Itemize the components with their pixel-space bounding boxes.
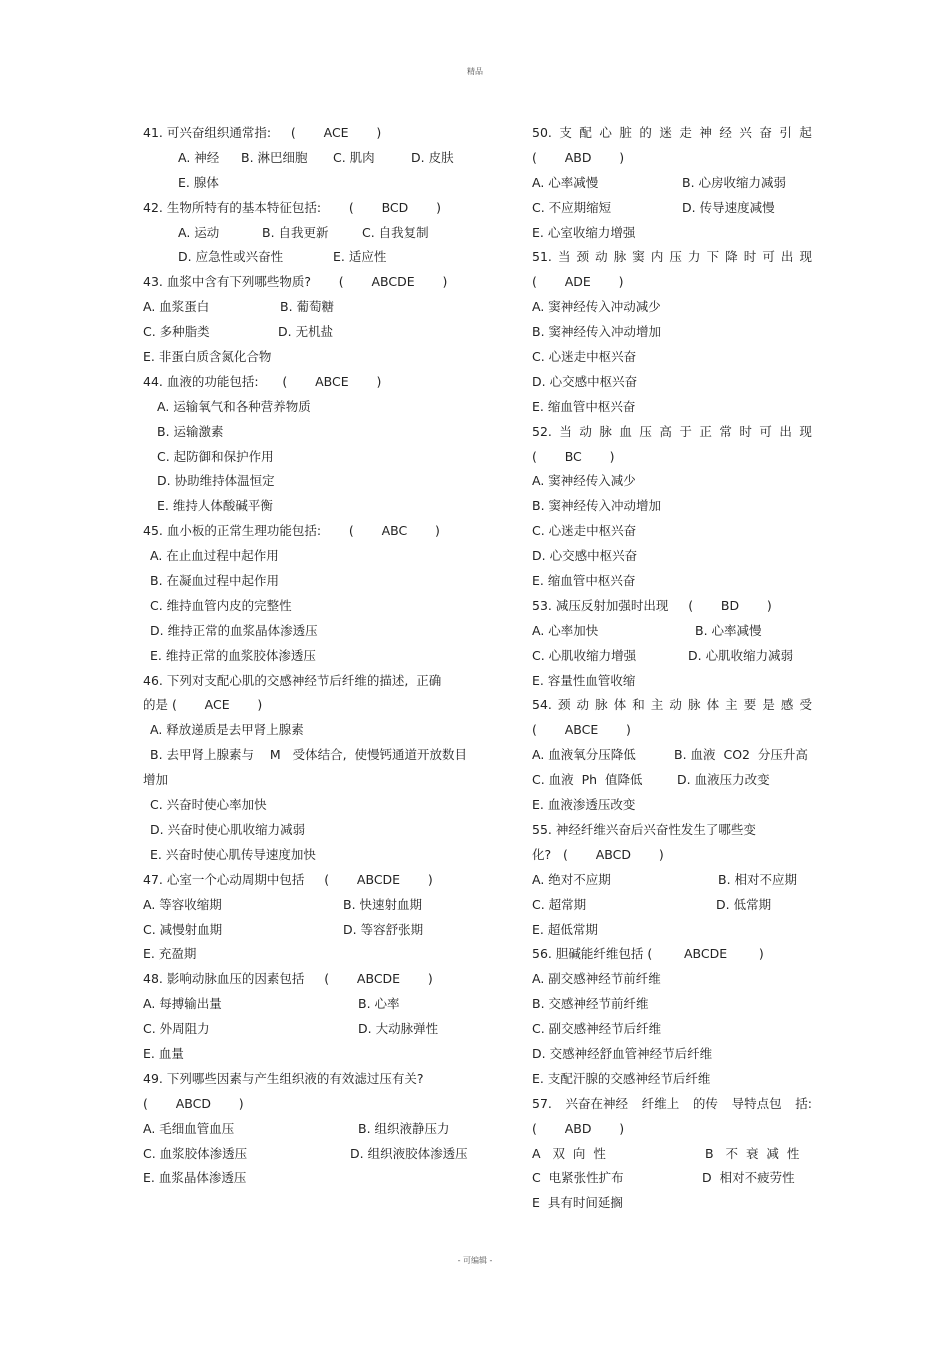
q45-option-e: E. 维持正常的血浆胶体渗透压 — [150, 647, 316, 663]
q53-options-row-2 — [532, 644, 812, 669]
q41-option-d: D. 皮肤 — [411, 149, 454, 165]
q53-option-e: E. 容量性血管收缩 — [532, 672, 636, 688]
q54-word: 要 — [743, 697, 757, 713]
q51-word: 力 — [688, 249, 701, 265]
question-46: 46. 下列对支配心肌的交感神经节后纤维的描述, 正确 — [143, 672, 442, 688]
q41-option-c: C. 肌肉 — [333, 149, 375, 165]
question-51 — [532, 245, 812, 270]
q48-option-c: C. 外周阻力 — [143, 1021, 210, 1037]
q43-option-e: E. 非蛋白质含氮化合物 — [143, 349, 272, 365]
q54-word: 脉 — [688, 697, 701, 713]
q42-option-d: D. 应急性或兴奋性 — [178, 249, 284, 265]
q52-word: 当 — [559, 423, 572, 439]
q51-word: 脉 — [613, 249, 627, 265]
q45-option-b: B. 在凝血过程中起作用 — [150, 573, 280, 589]
q51-option-c: C. 心迷走中枢兴奋 — [532, 349, 637, 365]
q44-option-e: E. 维持人体酸碱平衡 — [157, 498, 273, 514]
q46-option-d: D. 兴奋时使心肌收缩力减弱 — [150, 821, 306, 837]
question-41: 41. 可兴奋组织通常指: ( ACE ) — [143, 125, 382, 140]
q56-option-d: D. 交感神经舒血管神经节后纤维 — [532, 1045, 713, 1061]
q55-option-b: B. 相对不应期 — [718, 871, 798, 887]
q44-option-b: B. 运输激素 — [157, 423, 224, 439]
q43-options-row — [143, 295, 473, 320]
q51-word: 可 — [762, 249, 775, 265]
q51-word: 压 — [669, 249, 682, 265]
right-column — [532, 121, 812, 1216]
q51-option-b: B. 窦神经传入冲动增加 — [532, 324, 662, 340]
q54-word: 主 — [650, 697, 664, 713]
q55-option-d: D. 低常期 — [716, 896, 772, 912]
q50-word: 起 — [799, 125, 812, 140]
question-52-answer: ( BC ) — [532, 448, 615, 464]
question-49-cont: ( ABCD ) — [143, 1095, 244, 1111]
q57-option-c: C 电紧张性扩布 — [532, 1170, 624, 1186]
q52-word: 52. — [532, 423, 552, 439]
q43-option-b: B. 葡萄糖 — [280, 299, 335, 315]
q56-option-a: A. 副交感神经节前纤维 — [532, 971, 661, 987]
q55-options-row-2 — [532, 893, 812, 918]
q48-option-b: B. 心率 — [358, 996, 400, 1012]
q50-options-row-2 — [532, 196, 812, 221]
q52-word: 高 — [659, 423, 672, 439]
q48-option-e: E. 血量 — [143, 1045, 184, 1061]
question-52 — [532, 420, 812, 445]
q50-option-a: A. 心率减慢 — [532, 174, 599, 190]
q43-options-row-2 — [143, 320, 473, 345]
question-55-cont: 化? ( ABCD ) — [532, 846, 664, 862]
q50-option-c: C. 不应期缩短 — [532, 199, 612, 215]
q44-option-d: D. 协助维持体温恒定 — [157, 473, 275, 489]
question-45: 45. 血小板的正常生理功能包括: ( ABC ) — [143, 523, 440, 539]
q46-option-e: E. 兴奋时使心肌传导速度加快 — [150, 846, 316, 862]
q52-word: 脉 — [599, 423, 612, 439]
q47-option-c: C. 减慢射血期 — [143, 921, 223, 937]
question-44: 44. 血液的功能包括: ( ABCE ) — [143, 373, 382, 389]
q42-option-c: C. 自我复制 — [362, 224, 429, 240]
q54-word: 体 — [706, 697, 720, 713]
q46-option-c: C. 兴奋时使心率加快 — [150, 797, 267, 813]
q43-option-a: A. 血浆蛋白 — [143, 299, 210, 315]
q48-option-a: A. 每搏输出量 — [143, 996, 222, 1012]
q50-option-d: D. 传导速度减慢 — [682, 199, 775, 215]
q54-word: 动 — [669, 697, 682, 713]
q57-word: 的传 — [692, 1095, 718, 1111]
question-57-answer: ( ABD ) — [532, 1120, 625, 1136]
q51-option-d: D. 心交感中枢兴奋 — [532, 373, 638, 389]
q51-word: 内 — [650, 249, 664, 265]
q54-option-a: A. 血液氧分压降低 — [532, 747, 636, 763]
question-51-answer: ( ADE ) — [532, 274, 624, 290]
q48-options-row — [143, 992, 473, 1017]
q56-option-b: B. 交感神经节前纤维 — [532, 996, 649, 1012]
question-50-answer: ( ABD ) — [532, 149, 625, 165]
q51-word: 出 — [780, 249, 794, 265]
q50-word: 配 — [579, 125, 592, 140]
q57-word: 57. — [532, 1095, 552, 1111]
q50-option-e: E. 心室收缩力增强 — [532, 224, 636, 240]
q57-option-e: E 具有时间延搁 — [532, 1195, 623, 1211]
q54-word: 是 — [762, 697, 775, 713]
q50-word: 走 — [679, 125, 692, 140]
question-42: 42. 生物所特有的基本特征包括: ( BCD ) — [143, 199, 441, 215]
question-53: 53. 减压反射加强时出现 ( BD ) — [532, 597, 772, 613]
q50-word: 经 — [719, 125, 732, 140]
q57-word: 括: — [795, 1095, 812, 1111]
left-column — [143, 121, 473, 1191]
q57-option-d: D 相对不疲劳性 — [702, 1170, 795, 1186]
q54-options-row — [532, 743, 812, 768]
q54-word: 动 — [576, 697, 590, 713]
q44-option-a: A. 运输氧气和各种营养物质 — [157, 398, 311, 414]
q52-option-b: B. 窦神经传入冲动增加 — [532, 498, 662, 514]
q57-options-row-2 — [532, 1166, 812, 1191]
q54-word: 感 — [780, 697, 794, 713]
question-46-cont: 的是 ( ACE ) — [143, 697, 263, 713]
q51-word: 时 — [743, 249, 757, 265]
q49-option-c: C. 血浆胶体渗透压 — [143, 1145, 248, 1161]
q49-options-row — [143, 1117, 473, 1142]
q57-word: 兴奋在神经 — [565, 1095, 629, 1111]
q41-option-e: E. 腺体 — [178, 174, 219, 190]
q54-word: 主 — [725, 697, 738, 713]
q54-word: 脉 — [595, 697, 608, 713]
q46-option-a: A. 释放递质是去甲肾上腺素 — [150, 722, 304, 738]
q54-word: 受 — [799, 697, 812, 713]
q48-option-d: D. 大动脉弹性 — [358, 1021, 439, 1037]
q51-option-a: A. 窦神经传入冲动减少 — [532, 299, 661, 315]
q53-option-b: B. 心率减慢 — [695, 622, 762, 638]
q54-options-row-2 — [532, 768, 812, 793]
q49-option-e: E. 血浆晶体渗透压 — [143, 1170, 247, 1186]
q47-option-a: A. 等容收缩期 — [143, 896, 222, 912]
q53-option-c: C. 心肌收缩力增强 — [532, 647, 637, 663]
q51-word: 窦 — [632, 249, 645, 265]
q54-option-b: B. 血液 CO2 分压升高 — [674, 747, 808, 763]
q57-word: 导特点包 — [731, 1095, 782, 1111]
q49-option-d: D. 组织液胶体渗透压 — [350, 1145, 468, 1161]
q51-word: 51. — [532, 249, 552, 265]
q44-option-c: C. 起防御和保护作用 — [157, 448, 274, 464]
q47-options-row-2 — [143, 918, 473, 943]
q47-option-b: B. 快速射血期 — [343, 896, 423, 912]
q47-option-e: E. 充盈期 — [143, 946, 197, 962]
q56-option-e: E. 支配汗腺的交感神经节后纤维 — [532, 1070, 711, 1086]
question-56: 56. 胆碱能纤维包括 ( ABCDE ) — [532, 946, 764, 962]
q50-word: 的 — [639, 125, 652, 140]
q41-options-row — [143, 146, 473, 171]
q50-word: 奋 — [759, 125, 772, 140]
q42-options-row-2 — [143, 245, 473, 270]
q54-word: 和 — [632, 697, 645, 713]
question-48: 48. 影响动脉血压的因素包括 ( ABCDE ) — [143, 971, 433, 987]
q52-option-c: C. 心迷走中枢兴奋 — [532, 523, 637, 539]
q52-word: 动 — [579, 423, 592, 439]
q52-option-e: E. 缩血管中枢兴奋 — [532, 573, 636, 589]
question-47: 47. 心室一个心动周期中包括 ( ABCDE ) — [143, 871, 433, 887]
q49-options-row-2 — [143, 1142, 473, 1167]
question-54-answer: ( ABCE ) — [532, 722, 631, 738]
q54-word: 颈 — [557, 697, 571, 713]
q49-option-b: B. 组织液静压力 — [358, 1120, 450, 1136]
q51-option-e: E. 缩血管中枢兴奋 — [532, 398, 636, 414]
question-57 — [532, 1092, 812, 1117]
q50-word: 迷 — [659, 125, 672, 140]
q42-option-a: A. 运动 — [178, 224, 220, 240]
q46-option-b: B. 去甲肾上腺素与 M 受体结合, 使慢钙通道开放数目 — [150, 747, 468, 763]
q47-options-row — [143, 893, 473, 918]
q46-option-b-cont: 增加 — [143, 772, 169, 788]
q41-option-a: A. 神经 — [178, 149, 220, 165]
q52-word: 常 — [719, 423, 732, 439]
q43-option-d: D. 无机盐 — [278, 324, 334, 340]
q56-option-c: C. 副交感神经节后纤维 — [532, 1021, 662, 1037]
q52-word: 出 — [779, 423, 792, 439]
q50-word: 神 — [699, 125, 712, 140]
q54-option-d: D. 血液压力改变 — [677, 772, 770, 788]
q54-word: 54. — [532, 697, 552, 713]
question-49: 49. 下列哪些因素与产生组织液的有效滤过压有关? — [143, 1070, 424, 1086]
question-43: 43. 血浆中含有下列哪些物质? ( ABCDE ) — [143, 274, 448, 290]
question-50 — [532, 121, 812, 146]
q42-option-e: E. 适应性 — [333, 249, 387, 265]
q52-word: 压 — [639, 423, 652, 439]
q53-option-d: D. 心肌收缩力减弱 — [688, 647, 794, 663]
q50-word: 引 — [779, 125, 792, 140]
q45-option-a: A. 在止血过程中起作用 — [150, 548, 279, 564]
question-54 — [532, 693, 812, 718]
q54-option-e: E. 血液渗透压改变 — [532, 797, 636, 813]
q50-word: 支 — [559, 125, 572, 140]
q55-option-e: E. 超低常期 — [532, 921, 598, 937]
q55-options-row — [532, 868, 812, 893]
q51-word: 现 — [799, 249, 812, 265]
q53-option-a: A. 心率加快 — [532, 622, 599, 638]
q48-options-row-2 — [143, 1017, 473, 1042]
q52-word: 正 — [699, 423, 712, 439]
q57-word: 纤维上 — [641, 1095, 680, 1111]
q51-word: 动 — [595, 249, 608, 265]
q52-word: 可 — [759, 423, 772, 439]
page-footer: - 可编辑 - — [457, 1256, 493, 1265]
q57-option-a: A 双 向 性 — [532, 1145, 606, 1161]
q50-options-row — [532, 171, 812, 196]
q51-word: 当 — [557, 249, 571, 265]
q50-option-b: B. 心房收缩力减弱 — [682, 174, 787, 190]
q45-option-d: D. 维持正常的血浆晶体渗透压 — [150, 622, 318, 638]
q57-option-b: B 不 衰 减 性 — [705, 1145, 800, 1161]
q42-options-row — [143, 221, 473, 246]
question-55: 55. 神经纤维兴奋后兴奋性发生了哪些变 — [532, 821, 756, 837]
q51-word: 颈 — [576, 249, 590, 265]
q47-option-d: D. 等容舒张期 — [343, 921, 424, 937]
q52-option-d: D. 心交感中枢兴奋 — [532, 548, 638, 564]
q50-word: 心 — [599, 125, 612, 140]
q50-word: 兴 — [739, 125, 752, 140]
q42-option-b: B. 自我更新 — [262, 224, 329, 240]
q52-option-a: A. 窦神经传入减少 — [532, 473, 636, 489]
q53-options-row — [532, 619, 812, 644]
q45-option-c: C. 维持血管内皮的完整性 — [150, 597, 292, 613]
q54-option-c: C. 血液 Ph 值降低 — [532, 772, 643, 788]
q52-word: 现 — [799, 423, 812, 439]
q57-options-row — [532, 1142, 812, 1167]
q51-word: 下 — [706, 249, 720, 265]
q41-option-b: B. 淋巴细胞 — [241, 149, 308, 165]
q50-word: 50. — [532, 125, 552, 140]
q43-option-c: C. 多种脂类 — [143, 324, 210, 340]
q54-word: 体 — [613, 697, 627, 713]
q52-word: 时 — [739, 423, 752, 439]
q52-word: 血 — [619, 423, 632, 439]
q49-option-a: A. 毛细血管血压 — [143, 1120, 235, 1136]
q55-option-c: C. 超常期 — [532, 896, 587, 912]
page-header: 精品 — [467, 67, 483, 76]
q50-word: 脏 — [619, 125, 632, 140]
q52-word: 于 — [679, 423, 692, 439]
q51-word: 降 — [725, 249, 738, 265]
q55-option-a: A. 绝对不应期 — [532, 871, 611, 887]
